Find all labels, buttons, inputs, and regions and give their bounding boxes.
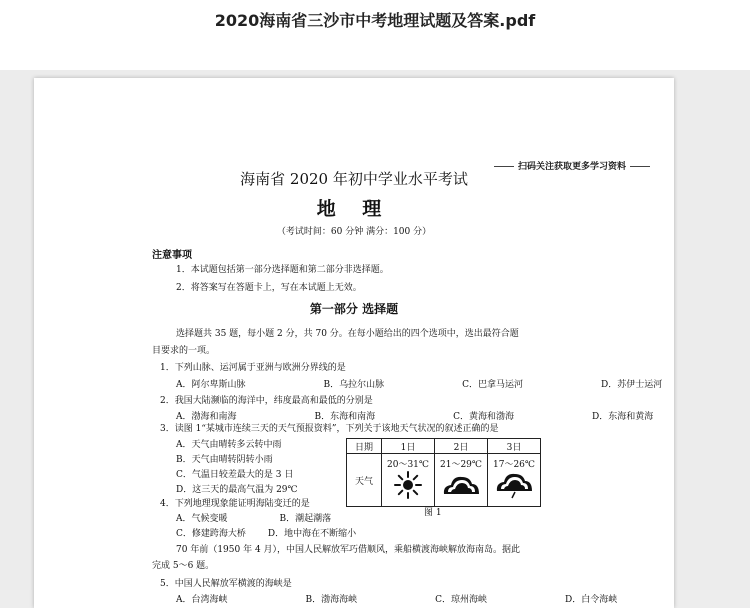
part-title: 第一部分 选择题	[309, 302, 399, 316]
question-1-stem: 1．下列山脉、运河属于亚洲与欧洲分界线的是	[160, 363, 346, 373]
question-3-stem: 3．读图 1“某城市连续三天的天气预报资料”，下列关于该地天气状况的叙述正确的是	[160, 424, 499, 434]
option-d: D．苏伊士运河	[601, 380, 663, 390]
option-c: C．琼州海峡	[435, 595, 488, 605]
question-4-options	[176, 511, 331, 524]
table-row-label: 天气	[347, 454, 382, 507]
promo-line-left	[494, 166, 514, 167]
notice-item: 1．本试题包括第一部分选择题和第二部分非选择题。	[176, 265, 389, 275]
promo-text: 扫码关注获取更多学习资料	[517, 162, 626, 172]
option-c: C．黄海和渤海	[453, 412, 515, 422]
option-b: B．潮起潮落	[279, 514, 332, 524]
temperature-day1: 20～31℃	[387, 460, 429, 470]
cloud-icon	[440, 470, 482, 498]
exam-title: 海南省 2020 年初中学业水平考试	[240, 170, 468, 188]
pdf-viewer[interactable]	[0, 70, 750, 605]
option-d: D．地中海在不断缩小	[267, 529, 357, 539]
option-d: D．东海和黄海	[592, 412, 654, 422]
option-a: A．渤海和南海	[176, 412, 237, 422]
intro-text: 目要求的一项。	[152, 346, 216, 356]
option-b: B．天气由晴转阴转小雨	[176, 455, 273, 465]
sun-icon	[393, 470, 423, 500]
option-a: A．天气由晴转多云转中雨	[176, 440, 282, 450]
question-5-options	[176, 592, 617, 605]
file-title[interactable]: 2020海南省三沙市中考地理试题及答案.pdf	[214, 11, 536, 30]
table-header-day1: 1日	[382, 439, 435, 454]
weather-forecast-table	[346, 438, 541, 507]
option-a: A．台湾海峡	[176, 595, 228, 605]
passage-text: 70 年前（1950 年 4 月），中国人民解放军巧借顺风，乘船横渡海峡解放海南岛。据此	[176, 545, 521, 555]
question-4-options	[176, 526, 356, 539]
temperature-day3: 17～26℃	[493, 460, 535, 470]
temperature-day2: 21～29℃	[440, 460, 482, 470]
weather-cell-day1	[382, 454, 435, 507]
exam-info: （考试时间：60 分钟 满分：100 分）	[276, 227, 432, 237]
title-bar	[0, 0, 750, 70]
question-5-stem: 5．中国人民解放军横渡的海峡是	[160, 579, 292, 589]
pdf-page	[34, 78, 674, 608]
passage-text: 完成 5～6 题。	[152, 561, 215, 571]
option-d: D．白令海峡	[565, 595, 618, 605]
notice-item: 2．将答案写在答题卡上，写在本试题上无效。	[176, 283, 362, 293]
figure-caption: 图 1	[424, 508, 442, 518]
option-b: B．乌拉尔山脉	[323, 380, 385, 390]
intro-text: 选择题共 35 题，每小题 2 分，共 70 分。在每小题给出的四个选项中，选出最符合题	[176, 329, 519, 339]
weather-cell-day3	[488, 454, 541, 507]
option-a: A．阿尔卑斯山脉	[176, 380, 246, 390]
subject-title: 地 理	[316, 198, 392, 220]
weather-cell-day2	[435, 454, 488, 507]
table-header-day2: 2日	[435, 439, 488, 454]
option-a: A．气候变暖	[176, 514, 228, 524]
question-1-options	[176, 377, 662, 390]
option-d: D．这三天的最高气温为 29℃	[176, 485, 298, 495]
option-c: C．气温日较差最大的是 3 日	[176, 470, 294, 480]
table-header-date: 日期	[347, 439, 382, 454]
option-c: C．修建跨海大桥	[176, 529, 246, 539]
option-c: C．巴拿马运河	[462, 380, 524, 390]
table-header-day3: 3日	[488, 439, 541, 454]
notice-title: 注意事项	[152, 250, 192, 261]
question-4-stem: 4．下列地理现象能证明海陆变迁的是	[160, 499, 310, 509]
option-b: B．渤海海峡	[305, 595, 358, 605]
rain-cloud-icon	[493, 470, 535, 500]
question-2-stem: 2．我国大陆濒临的海洋中，纬度最高和最低的分别是	[160, 396, 373, 406]
promo-line-right	[630, 166, 650, 167]
option-b: B．东海和南海	[314, 412, 376, 422]
